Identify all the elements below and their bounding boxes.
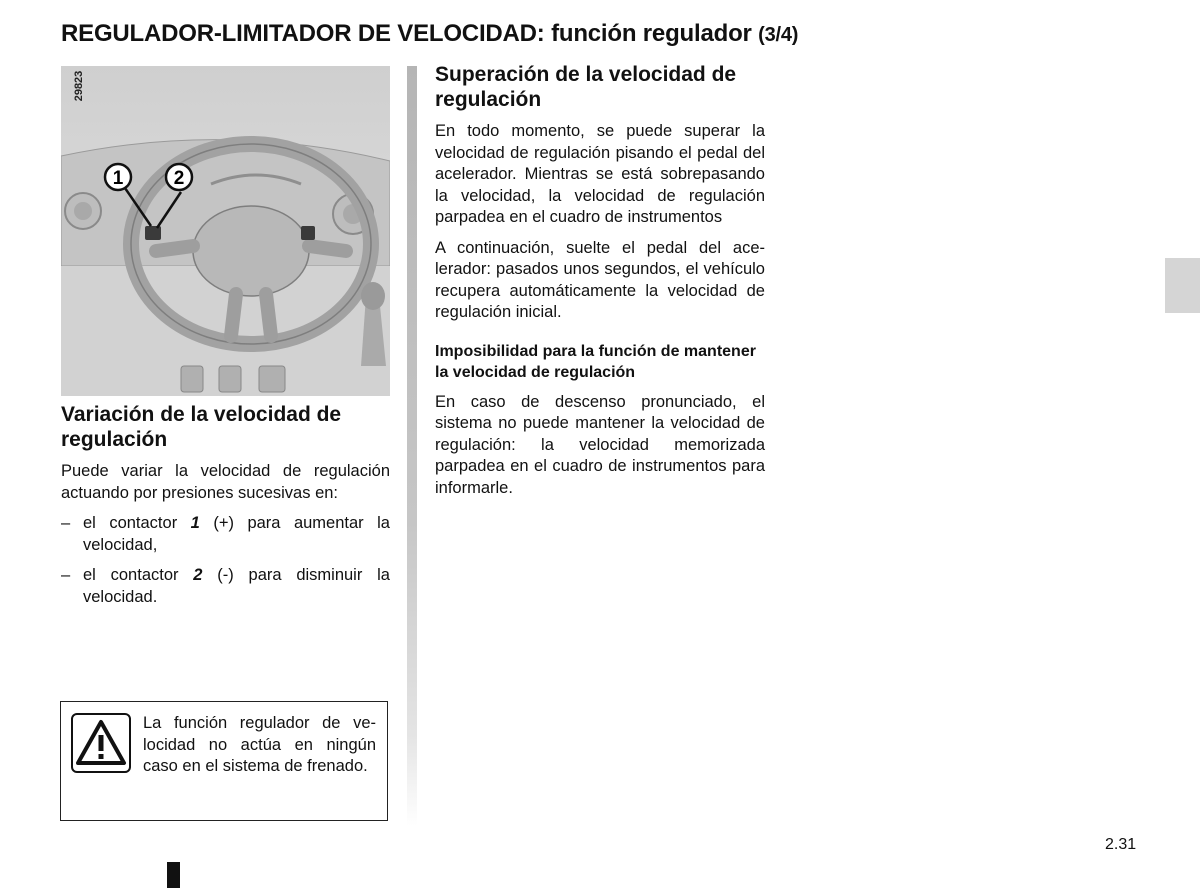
list-dash: – (61, 566, 71, 584)
page-number: 2.31 (1105, 836, 1137, 853)
warning-triangle-icon (71, 713, 131, 773)
section-heading-exceeding: Superación de la velocidad de regulación (435, 63, 737, 111)
list-item (61, 513, 390, 556)
print-registration-mark (167, 862, 180, 888)
callout-1-label: 1 (112, 168, 124, 189)
contactor-list (61, 513, 390, 608)
list-item-post: (-) para disminuir la velocidad. (83, 566, 390, 606)
list-item-post: (+) para aumentar la velocidad, (83, 514, 390, 554)
subheading-impossibility: Imposibilidad para la función de mantener la velocidad de regulación (435, 342, 756, 381)
page-title-part: (3/4) (758, 24, 799, 46)
left-column (61, 402, 390, 617)
list-item-number: 1 (190, 514, 200, 532)
list-item-pre: el contactor (83, 566, 194, 584)
warning-box (60, 701, 388, 821)
warning-text: La función regulador de velocidad no actúa en ningún caso en el sistema de frenado. (143, 714, 376, 775)
figure-reference-number: 29823 (73, 70, 85, 102)
exceeding-paragraph-2: A continuación, suelte el pedal del acelerador: pasados unos segundos, el vehículo recupera automáticamente la velocidad de regulación inicial. (435, 238, 765, 321)
list-item-number: 2 (193, 566, 203, 584)
list-item (61, 565, 390, 608)
page-title-main: REGULADOR-LIMITADOR DE VELOCIDAD: función regulador (61, 20, 752, 47)
list-item-pre: el contactor (83, 514, 191, 532)
variation-intro: Puede variar la velocidad de regulación actuando por presiones sucesivas en: (61, 462, 390, 502)
steering-wheel-illustration (61, 66, 390, 396)
page-title (61, 20, 961, 48)
list-dash: – (61, 514, 71, 532)
chapter-side-tab (1165, 258, 1200, 313)
impossibility-paragraph: En caso de descenso pronunciado, el sistema no puede mantener la velocidad de regulación: la velocidad memorizada parpadea en el cuadro de instrumentos para informarle. (435, 392, 765, 497)
exceeding-paragraph-1: En todo momento, se puede superar la velocidad de regulación pisando el pedal del acelerador. Mientras se está sobrepasando la velocidad, la velocidad de regulación parpadea en el cuadro de instrumentos (435, 122, 765, 226)
right-column (435, 62, 765, 499)
steering-wheel-drawing (61, 66, 390, 396)
section-heading-variation: Variación de la velocidad de regulación (61, 403, 342, 451)
callout-2-label: 2 (173, 168, 185, 189)
column-divider (407, 66, 417, 826)
